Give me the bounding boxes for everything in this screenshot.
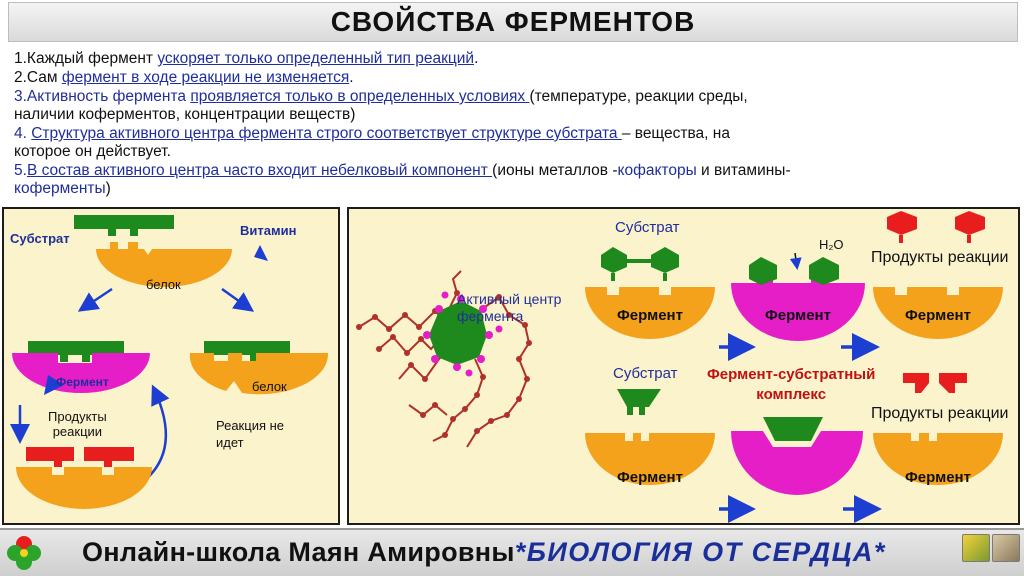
product-1a-shape (887, 211, 917, 235)
arrow-down-left (82, 289, 112, 309)
property-5-cont: коферменты) (14, 180, 111, 197)
water-arrow (795, 253, 797, 267)
products-shape-2 (84, 447, 134, 467)
products-label: Продукты реакции (48, 409, 107, 439)
complex-label: Фермент-субстратный комплекс (707, 366, 876, 403)
substrate-1a-shape (601, 247, 627, 273)
property-4-cont: которое он действует. (14, 143, 171, 160)
page-title: СВОЙСТВА ФЕРМЕНТОВ (330, 6, 696, 37)
no-reaction-label: Реакция не идет (216, 418, 285, 450)
properties-list (8, 44, 1016, 202)
substrate-2-label: Субстрат (613, 365, 678, 382)
products-1-label: Продукты реакции (871, 249, 1009, 266)
vitamin-label: Витамин (240, 223, 297, 238)
complex-1-enzyme-label: Фермент (765, 307, 831, 324)
substrate-1-link (627, 259, 651, 263)
substrate-2-shape (617, 389, 661, 415)
footer-bar (0, 528, 1024, 576)
enzyme-1-right-label: Фермент (905, 307, 971, 324)
footer-text (82, 537, 886, 568)
enzyme-2-label: Фермент (617, 469, 683, 486)
substrate-label: Субстрат (10, 231, 70, 246)
products-2-label: Продукты реакции (871, 405, 1009, 422)
substrate-shape (74, 215, 174, 236)
protein-label: белок (146, 277, 181, 292)
property-2: 2.Сам фермент в ходе реакции не изменяется. (14, 69, 354, 86)
enzyme-substrate-panel (347, 207, 1020, 525)
property-4: 4. Структура активного центра фермента строго соответствует структуре субстрата – вещества, на (14, 125, 730, 142)
complex-2-substrate (763, 417, 823, 441)
lock-key-diagram (4, 209, 340, 525)
sunflower-thumb-icon (962, 534, 990, 562)
enzyme-2-right-label: Фермент (905, 469, 971, 486)
clover-logo-icon (4, 533, 44, 573)
substrate-1-label: Субстрат (615, 219, 680, 236)
water-label: H₂O (819, 237, 844, 252)
photo-thumb-icon (992, 534, 1020, 562)
substrate-1b-shape (651, 247, 679, 273)
title-bar (8, 2, 1018, 42)
enzyme-1-label: Фермент (617, 307, 683, 324)
arrow-down-right (222, 289, 250, 309)
vitamin-shape (254, 245, 268, 261)
property-3: 3.Активность фермента проявляется только в определенных условиях (температуре, реакции среды, (14, 88, 748, 105)
property-5: 5.В состав активного центра часто входит небелковый компонент (ионы металлов -кофакторы и витамины- (14, 162, 791, 179)
complex-1b-shape (809, 257, 839, 285)
enzyme-bottom-shape (16, 467, 152, 509)
property-1: 1.Каждый фермент ускоряет только определенный тип реакций. (14, 50, 479, 67)
school-name: Онлайн-школа Маян Амировны (82, 537, 515, 567)
brand-name: *БИОЛОГИЯ ОТ СЕРДЦА* (514, 537, 886, 567)
products-shape (26, 447, 74, 467)
product-2a-shape (903, 373, 929, 393)
product-2b-shape (939, 373, 967, 393)
active-center-label: Активный центр фермента (457, 291, 562, 324)
enzyme-label: Фермент (56, 375, 109, 389)
lock-and-key-panel (2, 207, 340, 525)
product-1b-shape (955, 211, 985, 235)
protein-right-label: белок (252, 379, 287, 394)
property-3-cont: наличии коферментов, концентрации веществ) (14, 106, 356, 123)
